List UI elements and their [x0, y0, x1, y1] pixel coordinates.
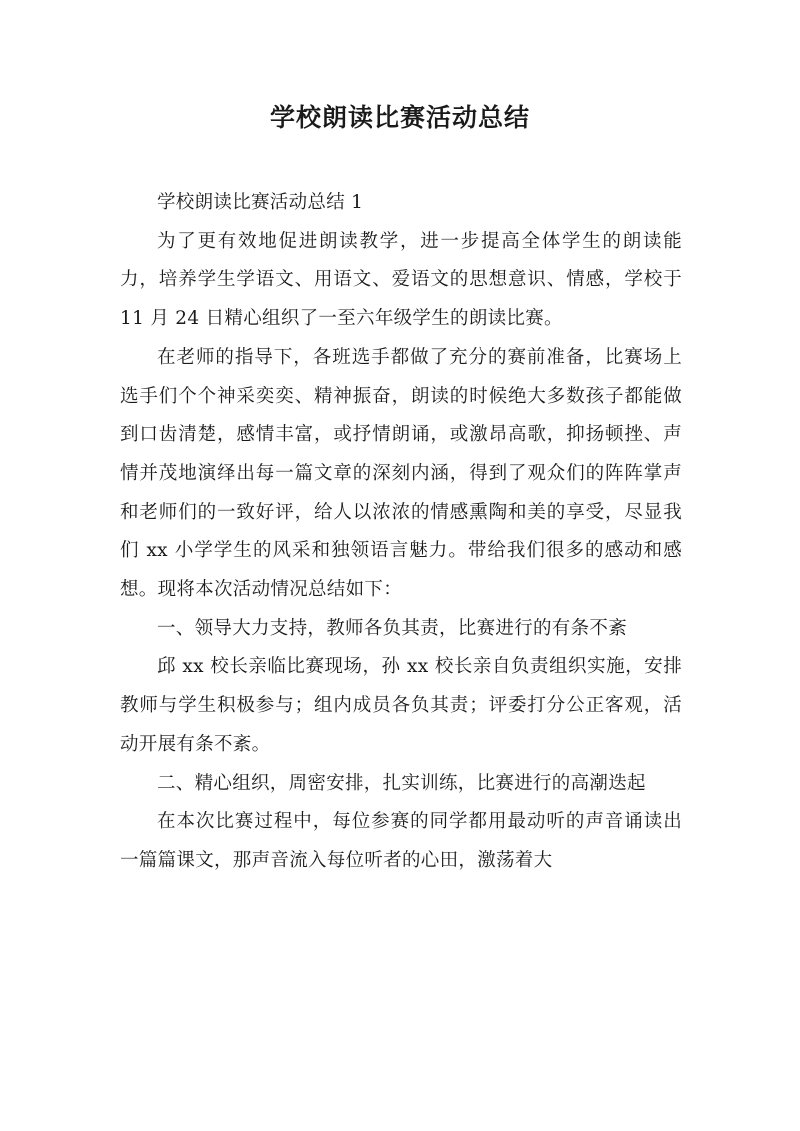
paragraph-performance: 在老师的指导下，各班选手都做了充分的赛前准备，比赛场上选手们个个神采奕奕、精神振奋，朗读的时候绝大多数孩子都能做到口齿清楚，感情丰富，或抒情朗诵，或激昂高歌，抑扬顿挫、声情并茂地演绎出每一篇文章的深刻内涵，得到了观众们的阵阵掌声和老师们的一致好评，给人以浓浓的情感熏陶和美的享受，尽显我们 xx 小学学生的风采和独领语言魅力。带给我们很多的感动和感想。现将本次活动情况总结如下： [120, 346, 682, 601]
document-title: 学校朗读比赛活动总结 [269, 103, 530, 132]
document-body [120, 184, 682, 881]
paragraph-subtitle: 学校朗读比赛活动总结 1 [157, 192, 364, 213]
paragraph-intro: 为了更有效地促进朗读教学，进一步提高全体学生的朗读能力，培养学生学语文、用语文、爱语文的思想意识、情感，学校于 11 月 24 日精心组织了一至六年级学生的朗读比赛。 [120, 230, 682, 330]
paragraph-leadership: 邱 xx 校长亲临比赛现场，孙 xx 校长亲自负责组织实施，安排教师与学生积极参与；组内成员各负其责；评委打分公正客观，活动开展有条不紊。 [120, 656, 682, 755]
section-heading-2: 二、精心组织，周密安排，扎实训练，比赛进行的高潮迭起 [157, 772, 646, 794]
section-heading-1: 一、领导大力支持，教师各负其责，比赛进行的有条不紊 [157, 617, 628, 639]
paragraph-process: 在本次比赛过程中，每位参赛的同学都用最动听的声音诵读出一篇篇课文，那声音流入每位听者的心田，激荡着大 [120, 811, 682, 871]
